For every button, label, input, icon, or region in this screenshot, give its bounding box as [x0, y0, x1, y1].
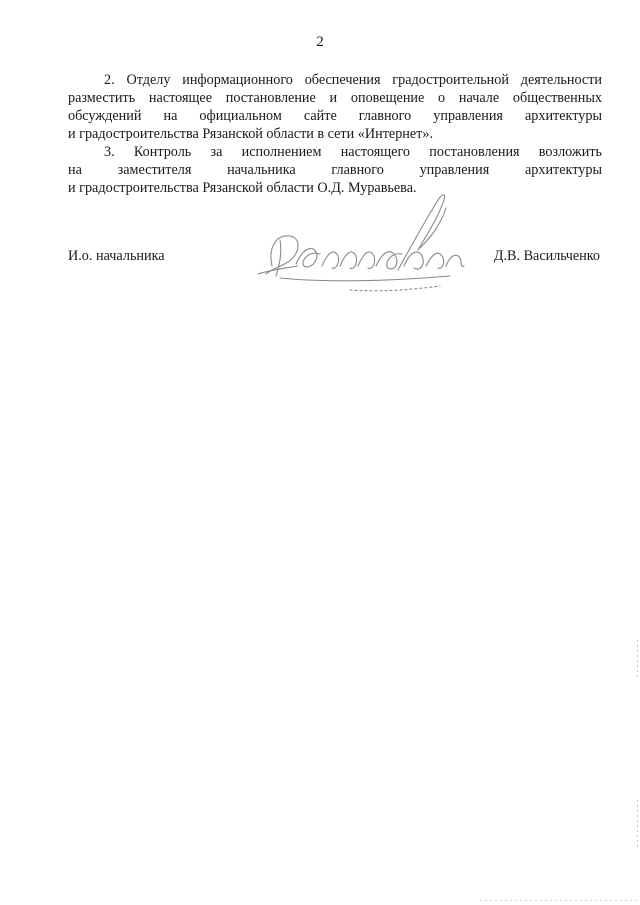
- signatory-name: Д.В. Васильченко: [493, 248, 600, 264]
- scan-edge-mark: [637, 640, 638, 680]
- paragraph-2-line-3: обсуждений на официальном сайте главного управления архитектуры: [68, 108, 602, 124]
- paragraph-2-line-1: 2. Отделу информационного обеспечения градостроительной деятельности: [104, 72, 602, 88]
- paragraph-3-line-2: на заместителя начальника главного управления архитектуры: [68, 162, 602, 178]
- signatory-title: И.о. начальника: [68, 248, 165, 264]
- scan-edge-mark: [637, 800, 638, 850]
- scan-bottom-edge-mark: [480, 900, 638, 901]
- paragraph-2-line-2: разместить настоящее постановление и оповещение о начале общественных: [68, 90, 602, 106]
- handwritten-signature: [250, 178, 480, 298]
- paragraph-3-line-3: и градостроительства Рязанской области О.Д. Муравьева.: [68, 180, 417, 196]
- paragraph-3-line-1: 3. Контроль за исполнением настоящего постановления возложить: [104, 144, 602, 160]
- page-number: 2: [316, 34, 324, 50]
- paragraph-2-line-4: и градостроительства Рязанской области в сети «Интернет».: [68, 126, 434, 142]
